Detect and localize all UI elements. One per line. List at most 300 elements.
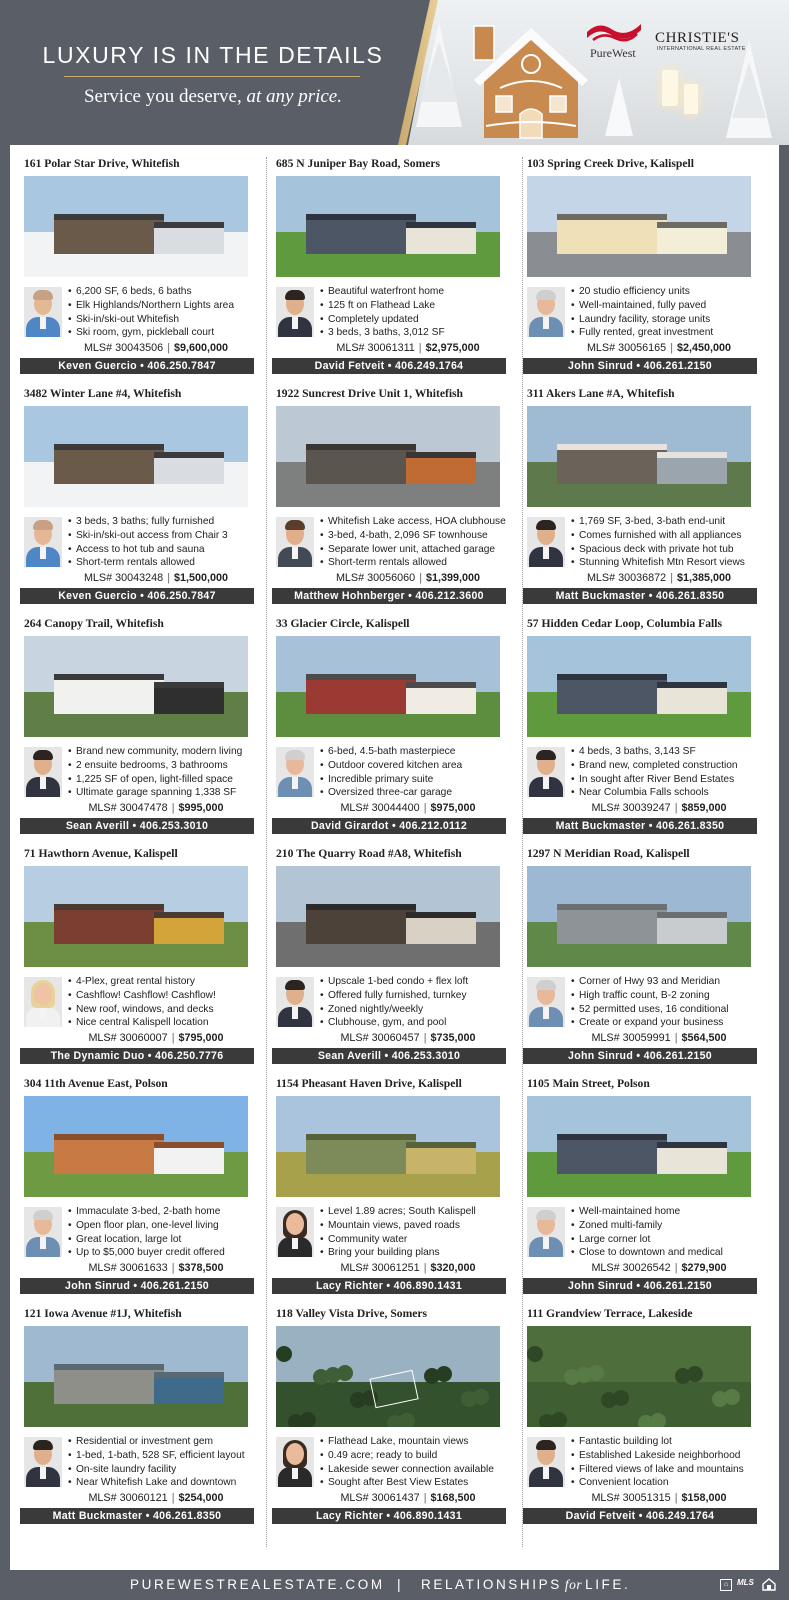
listing-feature: • Ski-in/ski-out access from Chair 3 [66, 529, 256, 543]
listing-card[interactable] [20, 605, 256, 833]
listing-photo[interactable] [276, 406, 500, 507]
listing-feature: • Ski room, gym, pickleball court [66, 326, 256, 340]
price-separator: | [423, 802, 427, 814]
agent-contact-bar[interactable]: Matt Buckmaster • 406.261.8350 [20, 1508, 254, 1524]
listing-feature: • Upscale 1-bed condo + flex loft [318, 975, 508, 989]
listing-feature: • Residential or investment gem [66, 1435, 256, 1449]
price-separator: | [171, 1492, 175, 1504]
listing-mls: MLS# 30060457 [340, 1032, 420, 1044]
agent-contact-bar[interactable]: Sean Averill • 406.253.3010 [272, 1048, 506, 1064]
listing-mls: MLS# 30056060 [335, 572, 416, 584]
agent-shirt [292, 547, 298, 559]
agent-contact-bar[interactable]: Matt Buckmaster • 406.261.8350 [523, 588, 757, 604]
tagline-for: for [564, 1577, 583, 1592]
agent-hair [536, 290, 556, 300]
agent-photo [24, 287, 62, 337]
listing-photo[interactable] [276, 636, 500, 737]
listing-card[interactable] [523, 145, 759, 373]
listing-address[interactable]: 1154 Pheasant Haven Drive, Kalispell [276, 1077, 462, 1090]
listing-photo[interactable] [24, 406, 248, 507]
listing-price: $2,450,000 [677, 342, 732, 354]
listing-price-line [318, 1262, 498, 1274]
listing-photo[interactable] [24, 176, 248, 277]
agent-photo [527, 517, 565, 567]
snowy-tree-icon [604, 78, 634, 138]
photo-building [406, 222, 476, 254]
photo-building [54, 1134, 164, 1174]
listing-card[interactable] [523, 605, 759, 833]
photo-building [557, 214, 667, 254]
agent-photo [24, 1437, 62, 1487]
listing-feature: • Clubhouse, gym, and pool [318, 1016, 508, 1030]
photo-tree [436, 1366, 452, 1382]
listing-feature: • 2 ensuite bedrooms, 3 bathrooms [66, 759, 256, 773]
agent-shirt [543, 1007, 549, 1019]
listing-address[interactable]: 1297 N Meridian Road, Kalispell [527, 847, 690, 860]
listing-feature: • Short-term rentals allowed [66, 556, 256, 570]
listing-photo[interactable] [24, 636, 248, 737]
listing-feature: • Ultimate garage spanning 1,338 SF [66, 786, 256, 800]
frame-right [779, 145, 789, 1570]
listing-feature: • New roof, windows, and decks [66, 1003, 256, 1017]
agent-hair [33, 1440, 53, 1450]
listing-feature: • Incredible primary suite [318, 773, 508, 787]
listing-price: $2,975,000 [425, 342, 480, 354]
frame-left [0, 145, 10, 1570]
agent-contact-bar[interactable]: Lacy Richter • 406.890.1431 [272, 1508, 506, 1524]
agent-photo [276, 977, 314, 1027]
listing-mls: MLS# 30047478 [88, 802, 168, 814]
photo-building [54, 674, 164, 714]
listing-features [318, 515, 508, 570]
photo-tree [399, 1413, 415, 1427]
listing-feature: • Near Columbia Falls schools [569, 786, 759, 800]
listing-feature: • Outdoor covered kitchen area [318, 759, 508, 773]
listing-address[interactable]: 685 N Juniper Bay Road, Somers [276, 157, 441, 170]
agent-contact-bar[interactable]: John Sinrud • 406.261.2150 [523, 1048, 757, 1064]
listing-price-line [569, 1032, 749, 1044]
listing-price: $1,500,000 [174, 572, 229, 584]
listing-address[interactable]: 121 Iowa Avenue #1J, Whitefish [24, 1307, 182, 1320]
agent-shirt [543, 547, 549, 559]
photo-tree [613, 1390, 629, 1406]
photo-tree [300, 1412, 316, 1427]
listing-address[interactable]: 210 The Quarry Road #A8, Whitefish [276, 847, 462, 860]
photo-building [306, 214, 416, 254]
listing-feature: • Corner of Hwy 93 and Meridian [569, 975, 759, 989]
listing-price: $735,000 [430, 1032, 476, 1044]
photo-tree [337, 1365, 353, 1381]
photo-building [54, 904, 164, 944]
photo-building [154, 452, 224, 484]
subline [38, 86, 388, 108]
listing-feature: • 3 beds, 3 baths; fully furnished [66, 515, 256, 529]
listing-address[interactable]: 1105 Main Street, Polson [527, 1077, 650, 1090]
listing-feature: • 0.49 acre; ready to build [318, 1449, 508, 1463]
agent-shirt [40, 1467, 46, 1479]
photo-building [557, 674, 667, 714]
listing-card[interactable] [272, 375, 508, 603]
photo-building [54, 214, 164, 254]
listing-price-line [66, 802, 246, 814]
listing-features [318, 745, 508, 800]
gingerbread-house-icon [470, 22, 592, 140]
listing-feature: • Well-maintained, fully paved [569, 299, 759, 313]
photo-building [54, 1364, 164, 1404]
photo-sky [276, 1326, 500, 1382]
candle-icon [662, 70, 678, 106]
agent-contact-bar[interactable]: Matthew Hohnberger • 406.212.3600 [272, 588, 506, 604]
listing-price: $378,500 [178, 1262, 224, 1274]
agent-contact-bar[interactable]: The Dynamic Duo • 406.250.7776 [20, 1048, 254, 1064]
listing-features [569, 285, 759, 340]
listing-photo[interactable] [24, 1326, 248, 1427]
listing-price-line [569, 572, 749, 584]
agent-photo [24, 977, 62, 1027]
listing-features [66, 285, 256, 340]
agent-face [286, 1443, 304, 1465]
listing-feature: • 1,769 SF, 3-bed, 3-bath end-unit [569, 515, 759, 529]
price-separator: | [423, 1492, 427, 1504]
purewest-logo-icon [585, 18, 643, 44]
listing-mls: MLS# 30043506 [83, 342, 164, 354]
listing-photo[interactable] [527, 1326, 751, 1427]
listing-feature: • Bring your building plans [318, 1246, 508, 1260]
listing-address[interactable]: 118 Valley Vista Drive, Somers [276, 1307, 428, 1320]
listing-feature: • 6-bed, 4.5-bath masterpiece [318, 745, 508, 759]
listing-feature: • Zoned multi-family [569, 1219, 759, 1233]
candle-icon [684, 84, 698, 114]
equal-housing-icon: ⌂ [720, 1579, 732, 1591]
listing-features [66, 745, 256, 800]
listing-feature: • Short-term rentals allowed [318, 556, 508, 570]
agent-contact-bar[interactable]: John Sinrud • 406.261.2150 [523, 358, 757, 374]
photo-building [406, 1142, 476, 1174]
subline-italic: at any price. [246, 86, 342, 107]
price-separator: | [418, 342, 422, 354]
listing-address[interactable]: 111 Grandview Terrace, Lakeside [527, 1307, 693, 1320]
price-separator: | [171, 1032, 175, 1044]
listing-feature: • Ski-in/ski-out Whitefish [66, 313, 256, 327]
listing-feature: • Create or expand your business [569, 1016, 759, 1030]
listing-feature: • Separate lower unit, attached garage [318, 543, 508, 557]
agent-hair [33, 1210, 53, 1220]
photo-building [406, 912, 476, 944]
photo-building [306, 444, 416, 484]
agent-hair [285, 980, 305, 990]
listing-feature: • Cashflow! Cashflow! Cashflow! [66, 989, 256, 1003]
agent-photo [276, 517, 314, 567]
listing-mls: MLS# 30026542 [591, 1262, 671, 1274]
listing-feature: • 1,225 SF of open, light-filled space [66, 773, 256, 787]
listing-feature: • Beautiful waterfront home [318, 285, 508, 299]
listing-photo[interactable] [24, 866, 248, 967]
price-separator: | [670, 572, 673, 584]
listing-address[interactable]: 311 Akers Lane #A, Whitefish [527, 387, 675, 400]
listing-feature: • Flathead Lake, mountain views [318, 1435, 508, 1449]
price-separator: | [167, 572, 170, 584]
listing-feature: • 3-bed, 4-bath, 2,096 SF townhouse [318, 529, 508, 543]
listing-card[interactable] [272, 145, 508, 373]
photo-sky [527, 1326, 751, 1382]
listing-mls: MLS# 30060121 [88, 1492, 168, 1504]
listing-feature: • On-site laundry facility [66, 1463, 256, 1477]
listing-address[interactable]: 1922 Suncrest Drive Unit 1, Whitefish [276, 387, 464, 400]
agent-contact-bar[interactable]: Lacy Richter • 406.890.1431 [272, 1278, 506, 1294]
agent-photo [276, 1207, 314, 1257]
footer-separator: | [397, 1576, 401, 1592]
price-separator: | [423, 1032, 427, 1044]
listing-feature: • Access to hot tub and sauna [66, 543, 256, 557]
listing-price: $168,500 [430, 1492, 476, 1504]
listing-feature: • 1-bed, 1-bath, 528 SF, efficient layout [66, 1449, 256, 1463]
listing-photo[interactable] [527, 866, 751, 967]
listing-address[interactable]: 33 Glacier Circle, Kalispell [276, 617, 410, 630]
agent-photo [24, 1207, 62, 1257]
photo-building [154, 912, 224, 944]
listing-photo[interactable] [527, 636, 751, 737]
listing-feature: • Immaculate 3-bed, 2-bath home [66, 1205, 256, 1219]
agent-hair [536, 520, 556, 530]
listing-features [318, 975, 508, 1030]
listing-address[interactable]: 57 Hidden Cedar Loop, Columbia Falls [527, 617, 722, 630]
agent-contact-bar[interactable]: David Fetveit • 406.249.1764 [523, 1508, 757, 1524]
agent-contact-bar[interactable]: Matt Buckmaster • 406.261.8350 [523, 818, 757, 834]
listing-feature: • 6,200 SF, 6 beds, 6 baths [66, 285, 256, 299]
listing-feature: • Lakeside sewer connection available [318, 1463, 508, 1477]
agent-hair [536, 750, 556, 760]
price-separator: | [171, 1262, 175, 1274]
christies-logo-subtext: INTERNATIONAL REAL ESTATE [657, 46, 746, 52]
listing-card[interactable] [20, 1295, 256, 1523]
agent-hair [536, 1210, 556, 1220]
snowy-tree-icon [724, 40, 774, 140]
listing-feature: • Level 1.89 acres; South Kalispell [318, 1205, 508, 1219]
listing-feature: • Completely updated [318, 313, 508, 327]
listing-card[interactable] [272, 605, 508, 833]
photo-tree [551, 1412, 567, 1427]
photo-building [657, 452, 727, 484]
listing-feature: • Convenient location [569, 1476, 759, 1490]
agent-photo [276, 747, 314, 797]
agent-hair [33, 290, 53, 300]
listing-feature: • Whitefish Lake access, HOA clubhouse [318, 515, 508, 529]
photo-building [557, 444, 667, 484]
listing-features [66, 975, 256, 1030]
photo-building [657, 682, 727, 714]
agent-photo [527, 977, 565, 1027]
tagline-part-b: LIFE. [585, 1577, 631, 1592]
listing-card[interactable] [523, 375, 759, 603]
listing-photo[interactable] [276, 1326, 500, 1427]
christies-logo-text: CHRISTIE'S [655, 30, 740, 46]
agent-hair [33, 750, 53, 760]
listing-card[interactable] [20, 1065, 256, 1293]
listing-features [569, 515, 759, 570]
price-separator: | [423, 1262, 427, 1274]
listing-card[interactable] [20, 145, 256, 373]
listing-features [66, 1435, 256, 1490]
agent-contact-bar[interactable]: David Fetveit • 406.249.1764 [272, 358, 506, 374]
agent-contact-bar[interactable]: Keven Guercio • 406.250.7847 [20, 588, 254, 604]
listing-price-line [318, 1032, 498, 1044]
photo-building [557, 904, 667, 944]
listing-address[interactable]: 3482 Winter Lane #4, Whitefish [24, 387, 182, 400]
listing-feature: • 4 beds, 3 baths, 3,143 SF [569, 745, 759, 759]
photo-building [306, 1134, 416, 1174]
price-separator: | [674, 1032, 678, 1044]
listing-feature: • Nice central Kalispell location [66, 1016, 256, 1030]
listing-price: $1,385,000 [677, 572, 732, 584]
tagline-part-a: RELATIONSHIPS [421, 1577, 562, 1592]
listing-price-line [569, 1262, 749, 1274]
listing-mls: MLS# 30061633 [88, 1262, 168, 1274]
agent-contact-bar[interactable]: Keven Guercio • 406.250.7847 [20, 358, 254, 374]
listing-features [318, 285, 508, 340]
agent-hair [285, 750, 305, 760]
listing-photo[interactable] [276, 1096, 500, 1197]
listing-photo[interactable] [527, 1096, 751, 1197]
photo-building [306, 904, 416, 944]
listing-feature: • Fantastic building lot [569, 1435, 759, 1449]
listing-card[interactable] [20, 835, 256, 1063]
listing-card[interactable] [523, 835, 759, 1063]
realtor-house-icon [762, 1578, 776, 1591]
listing-photo[interactable] [527, 176, 751, 277]
listing-feature: • In sought after River Bend Estates [569, 773, 759, 787]
photo-tree [527, 1346, 543, 1362]
listing-feature: • Elk Highlands/Northern Lights area [66, 299, 256, 313]
listing-card[interactable] [272, 835, 508, 1063]
listing-card[interactable] [272, 1065, 508, 1293]
listing-price: $158,000 [681, 1492, 727, 1504]
listing-address[interactable]: 161 Polar Star Drive, Whitefish [24, 157, 180, 170]
listing-feature: • Well-maintained home [569, 1205, 759, 1219]
listing-address[interactable]: 264 Canopy Trail, Whitefish [24, 617, 164, 630]
photo-building [406, 452, 476, 484]
listing-card[interactable] [523, 1065, 759, 1293]
agent-hair [285, 290, 305, 300]
listing-price-line [66, 342, 246, 354]
listing-feature: • 3 beds, 3 baths, 3,012 SF [318, 326, 508, 340]
listing-price: $279,900 [681, 1262, 727, 1274]
listing-mls: MLS# 30039247 [591, 802, 671, 814]
listing-feature: • 4-Plex, great rental history [66, 975, 256, 989]
listing-price: $254,000 [178, 1492, 224, 1504]
photo-tree [650, 1413, 666, 1427]
listing-address[interactable]: 103 Spring Creek Drive, Kalispell [527, 157, 694, 170]
listing-features [569, 1435, 759, 1490]
listing-features [318, 1435, 508, 1490]
agent-contact-bar[interactable]: John Sinrud • 406.261.2150 [523, 1278, 757, 1294]
listing-feature: • 52 permitted uses, 16 conditional [569, 1003, 759, 1017]
listing-feature: • Open floor plan, one-level living [66, 1219, 256, 1233]
photo-building [657, 912, 727, 944]
listing-price: $320,000 [430, 1262, 476, 1274]
price-separator: | [674, 1262, 678, 1274]
agent-shirt [40, 777, 46, 789]
listing-features [318, 1205, 508, 1260]
listing-card[interactable] [272, 1295, 508, 1523]
price-separator: | [419, 572, 422, 584]
photo-building [154, 682, 224, 714]
photo-tree [687, 1366, 703, 1382]
agent-shirt [40, 1007, 46, 1019]
listing-photo[interactable] [276, 866, 500, 967]
listing-price: $995,000 [178, 802, 224, 814]
listing-photo[interactable] [24, 1096, 248, 1197]
listing-address[interactable]: 71 Hawthorn Avenue, Kalispell [24, 847, 178, 860]
headline: LUXURY IS IN THE DETAILS [42, 42, 384, 68]
listing-feature: • Community water [318, 1233, 508, 1247]
listing-card[interactable] [20, 375, 256, 603]
agent-photo [24, 517, 62, 567]
mls-badge: MLS [737, 1578, 754, 1587]
listing-features [569, 745, 759, 800]
subline-plain: Service you deserve, [83, 86, 242, 107]
listing-price-line [66, 1032, 246, 1044]
agent-shirt [40, 1237, 46, 1249]
listing-mls: MLS# 30051315 [591, 1492, 671, 1504]
agent-shirt [543, 317, 549, 329]
footer-website-link[interactable]: PUREWESTREALESTATE.COM [130, 1577, 385, 1592]
listing-feature: • Spacious deck with private hot tub [569, 543, 759, 557]
listing-price-line [569, 802, 749, 814]
listing-photo[interactable] [276, 176, 500, 277]
listing-feature: • Stunning Whitefish Mtn Resort views [569, 556, 759, 570]
listing-price-line [318, 802, 498, 814]
headline-rule [64, 76, 360, 77]
column-divider [266, 157, 267, 1547]
listing-mls: MLS# 30061251 [340, 1262, 420, 1274]
photo-building [406, 682, 476, 714]
agent-contact-bar[interactable]: Sean Averill • 406.253.3010 [20, 818, 254, 834]
listing-feature: • High traffic count, B-2 zoning [569, 989, 759, 1003]
agent-contact-bar[interactable]: John Sinrud • 406.261.2150 [20, 1278, 254, 1294]
listing-feature: • Up to $5,000 buyer credit offered [66, 1246, 256, 1260]
agent-contact-bar[interactable]: David Girardot • 406.212.0112 [272, 818, 506, 834]
listing-feature: • Close to downtown and medical [569, 1246, 759, 1260]
listing-price-line [318, 1492, 498, 1504]
listing-price-line [318, 572, 498, 584]
listing-photo[interactable] [527, 406, 751, 507]
agent-shirt [543, 1237, 549, 1249]
agent-shirt [292, 1007, 298, 1019]
listing-features [569, 975, 759, 1030]
listing-feature: • Oversized three-car garage [318, 786, 508, 800]
listing-feature: • Filtered views of lake and mountains [569, 1463, 759, 1477]
agent-shirt [40, 317, 46, 329]
listing-feature: • Comes furnished with all appliances [569, 529, 759, 543]
price-separator: | [171, 802, 175, 814]
listing-mls: MLS# 30061311 [336, 342, 415, 354]
agent-photo [24, 747, 62, 797]
listing-price: $9,600,000 [174, 342, 229, 354]
photo-building [657, 1142, 727, 1174]
agent-photo [276, 287, 314, 337]
listing-address[interactable]: 304 11th Avenue East, Polson [24, 1077, 168, 1090]
listing-feature: • Large corner lot [569, 1233, 759, 1247]
listing-card[interactable] [523, 1295, 759, 1523]
photo-building [154, 222, 224, 254]
header-banner [0, 0, 789, 145]
listing-price: $1,399,000 [426, 572, 481, 584]
photo-building [557, 1134, 667, 1174]
agent-photo [527, 1437, 565, 1487]
listing-feature: • Near Whitefish Lake and downtown [66, 1476, 256, 1490]
photo-tree [724, 1389, 740, 1405]
agent-photo [527, 1207, 565, 1257]
